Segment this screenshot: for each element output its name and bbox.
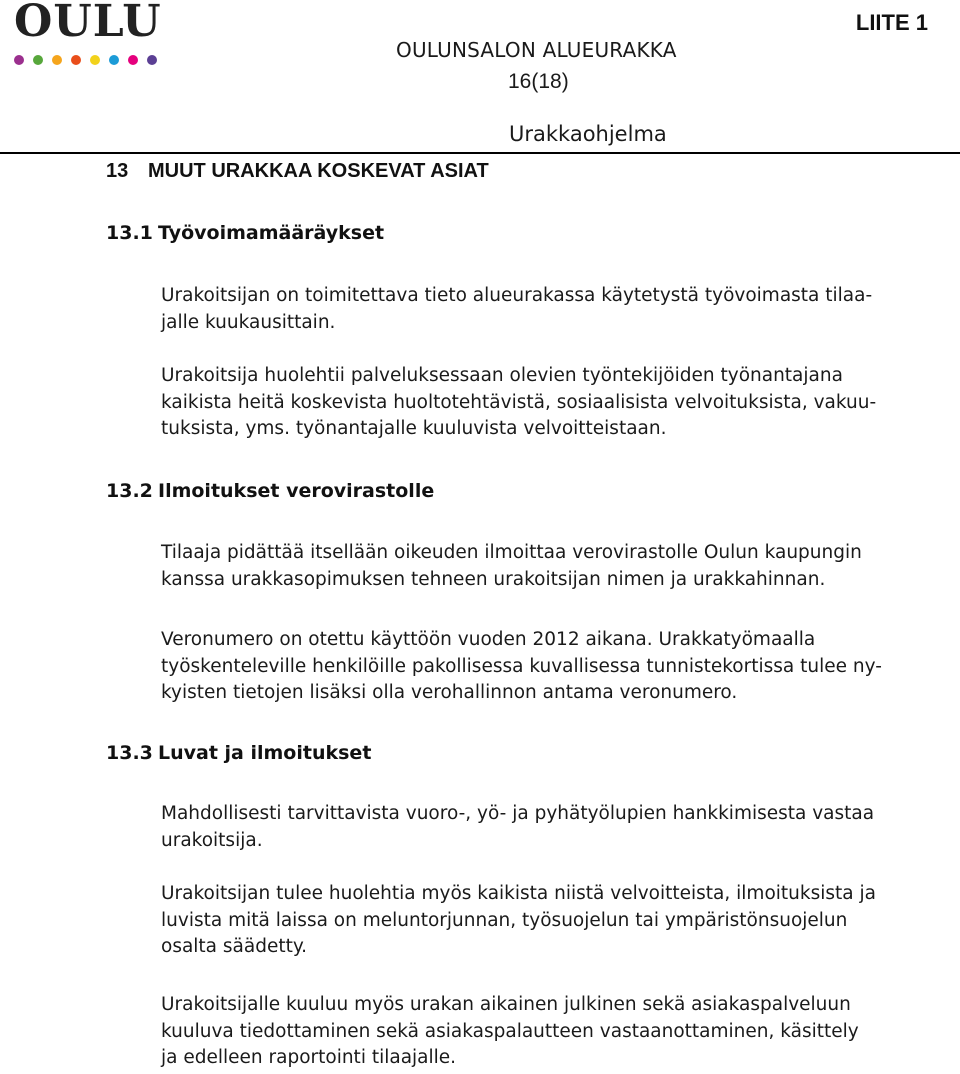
section-number: 13.2: [106, 480, 153, 502]
paragraph: [161, 992, 927, 1072]
page-number: 16(18): [508, 70, 569, 93]
document-type: Urakkaohjelma: [509, 122, 667, 146]
section-number: 13: [106, 160, 129, 182]
section-title: Luvat ja ilmoitukset: [158, 742, 372, 764]
logo-dot: [109, 55, 119, 65]
paragraph: [161, 540, 927, 593]
organization-name: OULUNSALON ALUEURAKKA: [396, 38, 677, 62]
logo-dot: [128, 55, 138, 65]
logo-dot: [147, 55, 157, 65]
logo-dot: [14, 55, 24, 65]
section-number: 13.3: [106, 742, 153, 764]
header-divider: [0, 152, 960, 154]
oulu-logo: [14, 0, 162, 47]
paragraph: [161, 881, 927, 961]
section-title: Ilmoitukset verovirastolle: [158, 480, 435, 502]
logo-dot: [71, 55, 81, 65]
section-13-3-heading: [106, 742, 371, 764]
section-title: Työvoimamääräykset: [158, 222, 385, 244]
section-13-2-heading: [106, 480, 434, 502]
text-line: Urakoitsija huolehtii palveluksessaan olevien työntekijöiden työnantajana: [161, 365, 843, 386]
text-line: jalle kuukausittain.: [161, 311, 336, 333]
logo-dot: [90, 55, 100, 65]
section-title: MUUT URAKKAA KOSKEVAT ASIAT: [148, 160, 489, 182]
text-line: tuksista, yms. työnantajalle kuuluvista velvoitteistaan.: [161, 418, 667, 439]
text-line: luvista mitä laissa on meluntorjunnan, työsuojelun tai ympäristönsuojelun: [161, 909, 848, 931]
paragraph: [161, 627, 927, 707]
paragraph: [161, 801, 927, 854]
section-number: 13.1: [106, 222, 153, 244]
logo-text: OULU: [14, 0, 162, 47]
text-line: Mahdollisesti tarvittavista vuoro-, yö- ja pyhätyölupien hankkimisesta vastaa: [161, 803, 875, 824]
paragraph: [161, 363, 927, 443]
section-13-1-heading: [106, 222, 384, 244]
text-line: kanssa urakkasopimuksen tehneen urakoitsijan nimen ja urakkahinnan.: [161, 568, 826, 590]
text-line: kaikista heitä koskevista huoltotehtävistä, sosiaalisista velvoituksista, vakuu-: [161, 391, 877, 413]
logo-dot: [52, 55, 62, 65]
appendix-label: LIITE 1: [855, 10, 928, 35]
text-line: Urakoitsijan on toimitettava tieto alueurakassa käytetystä työvoimasta tilaa-: [161, 285, 873, 306]
text-line: työskenteleville henkilöille pakollisessa kuvallisessa tunnistekortissa tulee ny-: [161, 655, 882, 677]
paragraph: [161, 283, 927, 336]
text-line: Urakoitsijalle kuuluu myös urakan aikainen julkinen sekä asiakaspalveluun: [161, 994, 851, 1015]
section-13-heading: [106, 160, 489, 183]
text-line: ja edelleen raportointi tilaajalle.: [161, 1047, 457, 1068]
text-line: kuuluva tiedottaminen sekä asiakaspalautteen vastaanottaminen, käsittely: [161, 1020, 859, 1042]
text-line: Veronumero on otettu käyttöön vuoden 2012 aikana. Urakkatyömaalla: [161, 629, 816, 650]
text-line: urakoitsija.: [161, 829, 263, 851]
text-line: kyisten tietojen lisäksi olla verohallinnon antama veronumero.: [161, 682, 738, 703]
logo-dot: [33, 55, 43, 65]
text-line: Tilaaja pidättää itsellään oikeuden ilmoittaa verovirastolle Oulun kaupungin: [161, 542, 862, 563]
text-line: osalta säädetty.: [161, 936, 308, 957]
text-line: Urakoitsijan tulee huolehtia myös kaikista niistä velvoitteista, ilmoituksista ja: [161, 883, 876, 904]
